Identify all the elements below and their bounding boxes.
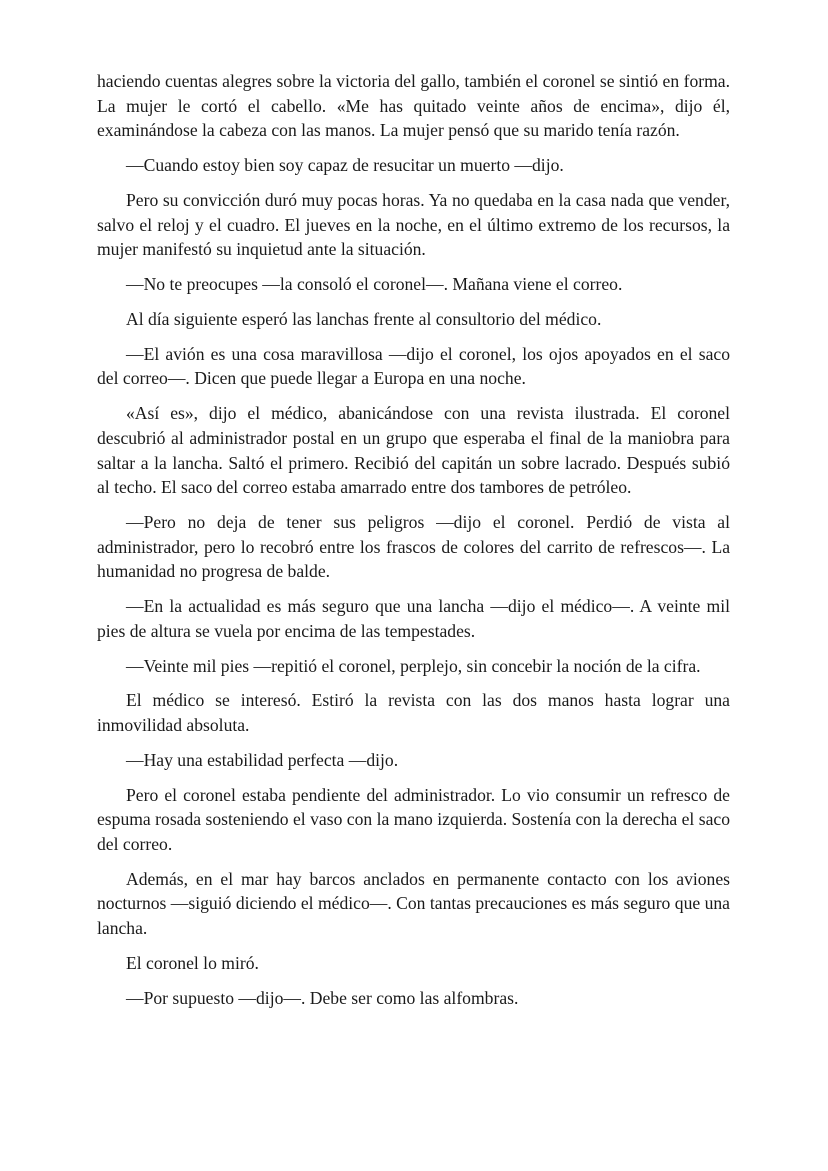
paragraph-15: El coronel lo miró.: [126, 952, 259, 973]
paragraph-13: Pero el coronel estaba pendiente del administrador. Lo vio consumir un refresco de espuma rosada sosteniendo el vaso con la mano izquierda. Sostenía con la derecha el saco del correo.: [97, 784, 730, 854]
paragraph-2: —Cuando estoy bien soy capaz de resucitar un muerto —dijo.: [126, 155, 564, 176]
paragraph-8: —Pero no deja de tener sus peligros —dijo el coronel. Perdió de vista al administrador, pero lo recobró entre los frascos de colores del carrito de refrescos—. La humanidad no progresa de balde.: [97, 511, 730, 582]
paragraph-6: —El avión es una cosa maravillosa —dijo el coronel, los ojos apoyados en el saco del correo—. Dicen que puede llegar a Europa en una noche.: [97, 343, 730, 389]
paragraph-3: Pero su convicción duró muy pocas horas. Ya no quedaba en la casa nada que vender, salvo el reloj y el cuadro. El jueves en la noche, en el último extremo de los recursos, la mujer manifestó su inquietud ante la situación.: [97, 189, 730, 260]
paragraph-1: haciendo cuentas alegres sobre la victoria del gallo, también el coronel se sintió en forma. La mujer le cortó el cabello. «Me has quitado veinte años de encima», dijo él, examinándose la cabeza con las manos. La mujer pensó que su marido tenía razón.: [97, 71, 730, 141]
paragraph-11: El médico se interesó. Estiró la revista con las dos manos hasta lograr una inmovilidad absoluta.: [97, 690, 730, 736]
paragraph-12: —Hay una estabilidad perfecta —dijo.: [126, 749, 399, 770]
paragraph-16: —Por supuesto —dijo—. Debe ser como las alfombras.: [126, 987, 519, 1008]
paragraph-14: Además, en el mar hay barcos anclados en permanente contacto con los aviones nocturnos —siguió diciendo el médico—. Con tantas precauciones es más seguro que una lancha.: [97, 868, 730, 939]
paragraph-5: Al día siguiente esperó las lanchas frente al consultorio del médico.: [126, 308, 602, 329]
paragraph-7: «Así es», dijo el médico, abanicándose con una revista ilustrada. El coronel descubrió al administrador postal en un grupo que esperaba el final de la maniobra para saltar a la lancha. Saltó el primero. Recibió del capitán un sobre lacrado. Después subió al techo. El saco del correo estaba amarrado entre dos tambores de petróleo.: [97, 403, 730, 498]
paragraph-4: —No te preocupes —la consoló el coronel—. Mañana viene el correo.: [126, 274, 623, 295]
paragraph-10: —Veinte mil pies —repitió el coronel, perplejo, sin concebir la noción de la cifra.: [126, 655, 701, 676]
paragraph-9: —En la actualidad es más seguro que una lancha —dijo el médico—. A veinte mil pies de altura se vuela por encima de las tempestades.: [97, 596, 730, 641]
document-page: [97, 69, 730, 1021]
